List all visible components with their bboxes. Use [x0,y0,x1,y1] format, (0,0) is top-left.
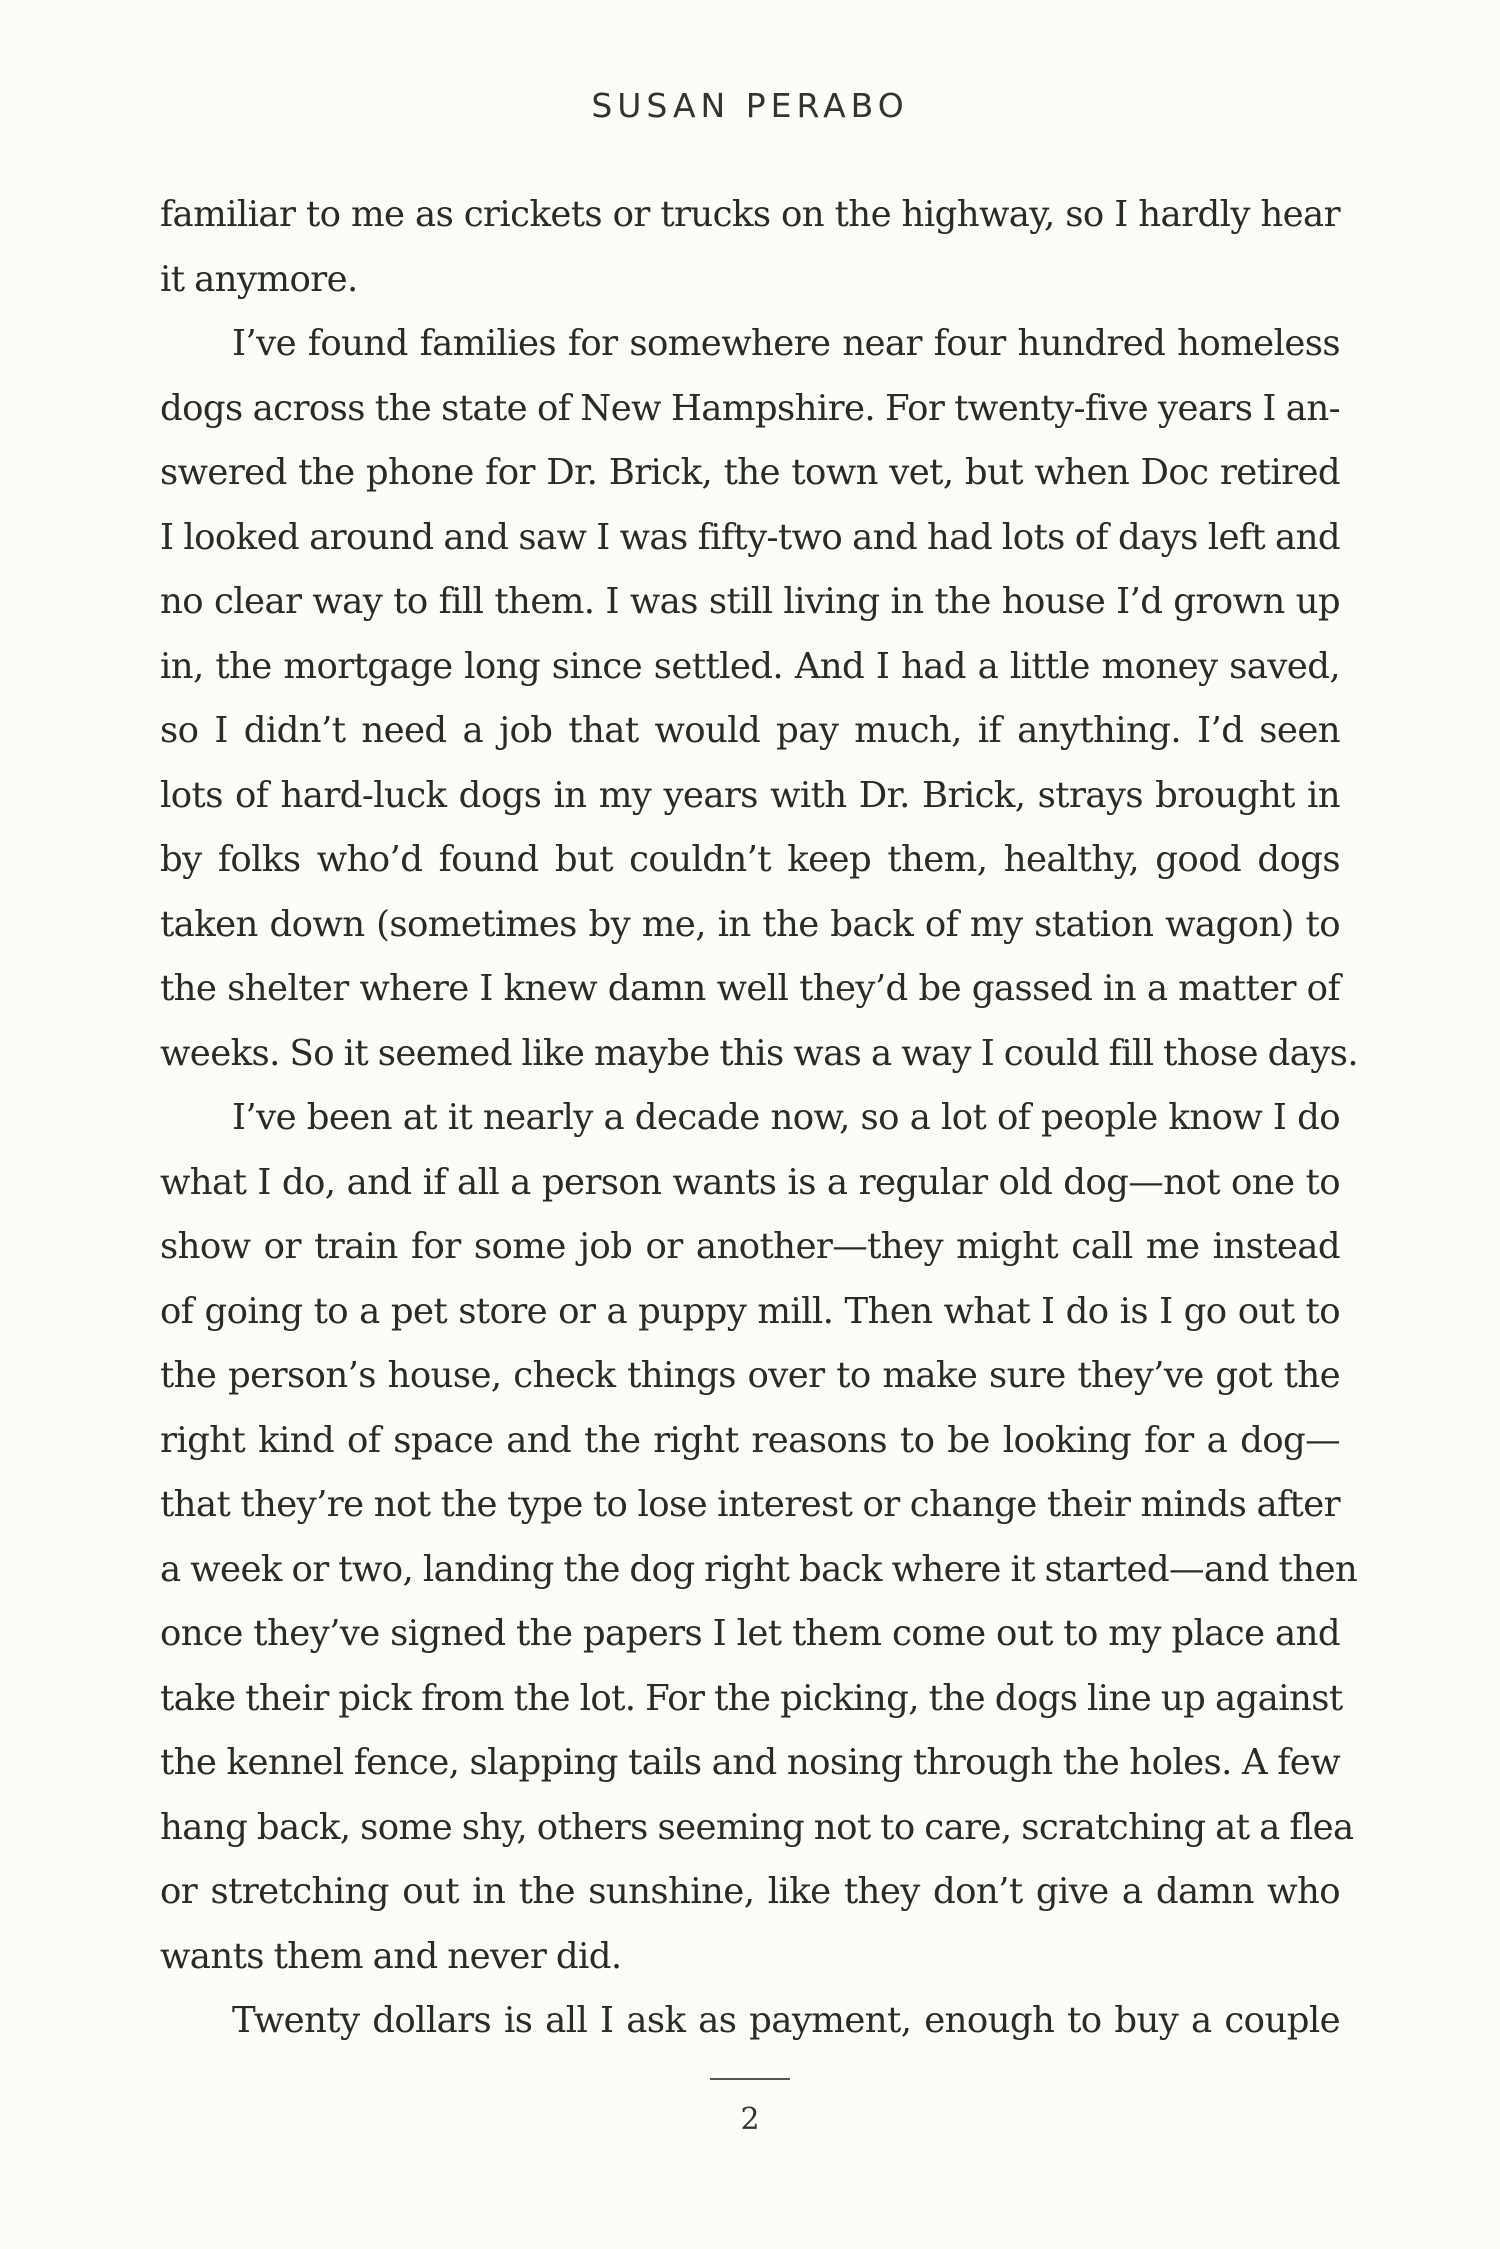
text-line: the kennel fence, slapping tails and nosing through the holes. A few [160,1742,1340,1783]
text-line: a week or two, landing the dog right back where it started—and then [160,1548,1358,1590]
text-line: the shelter where I knew damn well they’d be gassed in a matter of [160,968,1340,1009]
text-line: once they’ve signed the papers I let them come out to my place and [160,1613,1340,1654]
text-line: right kind of space and the right reasons to be looking for a dog— [160,1419,1340,1461]
text-line: what I do, and if all a person wants is a regular old dog—not one to [160,1161,1340,1203]
text-line: swered the phone for Dr. Brick, the town vet, but when Doc retired [160,452,1340,493]
text-line: I looked around and saw I was fifty-two and had lots of days left and [160,516,1340,558]
text-line: by folks who’d found but couldn’t keep them, healthy, good dogs [160,839,1340,880]
text-line: no clear way to fill them. I was still living in the house I’d grown up [160,581,1340,622]
text-line: weeks. So it seemed like maybe this was a way I could fill those days. [160,1032,1359,1074]
text-line: wants them and never did. [160,1935,622,1977]
text-line: that they’re not the type to lose interest or change their minds after [160,1484,1340,1525]
text-line: dogs across the state of New Hampshire. For twenty-five years I an- [160,387,1340,429]
text-line: Twenty dollars is all I ask as payment, enough to buy a couple [232,2000,1340,2041]
text-line: familiar to me as crickets or trucks on the highway, so I hardly hear [160,194,1340,235]
text-line: I’ve been at it nearly a decade now, so a lot of people know I do [232,1097,1340,1138]
running-head: SUSAN PERABO [591,86,909,125]
text-line: or stretching out in the sunshine, like they don’t give a damn who [160,1871,1340,1912]
folio-rule [710,2078,790,2080]
text-line: the person’s house, check things over to make sure they’ve got the [160,1355,1340,1396]
text-line: of going to a pet store or a puppy mill. Then what I do is I go out to [160,1290,1340,1332]
body-text [160,183,1359,2054]
text-line: lots of hard-luck dogs in my years with Dr. Brick, strays brought in [160,774,1340,816]
text-line: taken down (sometimes by me, in the back of my station wagon) to [160,903,1340,945]
text-line: show or train for some job or another—they might call me instead [160,1226,1340,1267]
text-line: take their pick from the lot. For the picking, the dogs line up against [160,1677,1343,1719]
text-line: so I didn’t need a job that would pay much, if anything. I’d seen [160,710,1340,751]
text-line: in, the mortgage long since settled. And I had a little money saved, [160,645,1340,687]
text-line: it anymore. [160,258,358,300]
page-number: 2 [740,2102,760,2137]
text-line: hang back, some shy, others seeming not to care, scratching at a flea [160,1806,1354,1848]
text-line: I’ve found families for somewhere near four hundred homeless [232,323,1340,364]
